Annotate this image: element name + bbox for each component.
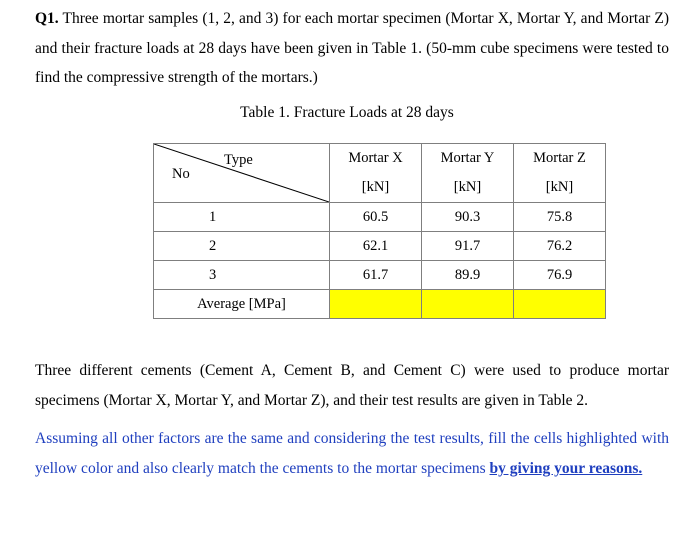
corner-header-cell — [154, 144, 330, 203]
column-unit: [kN] — [361, 179, 390, 195]
value-cell-mortar-x: 62.1 — [330, 232, 422, 261]
corner-no-label: No — [172, 166, 190, 182]
value-cell-mortar-y: 91.7 — [422, 232, 514, 261]
value-cell-mortar-z: 76.2 — [514, 232, 606, 261]
column-unit: [kN] — [545, 179, 574, 195]
column-header-mortar-y — [422, 144, 514, 203]
average-row — [154, 290, 606, 319]
question-text — [35, 4, 669, 93]
sample-number-cell: 3 — [154, 261, 330, 290]
sample-number-cell: 1 — [154, 203, 330, 232]
column-name: Mortar X — [348, 150, 403, 166]
value-cell-mortar-z: 75.8 — [514, 203, 606, 232]
average-cell-mortar-y[interactable] — [422, 290, 514, 319]
average-cell-mortar-x[interactable] — [330, 290, 422, 319]
value-cell-mortar-y: 90.3 — [422, 203, 514, 232]
table-row — [154, 232, 606, 261]
column-header-mortar-z — [514, 144, 606, 203]
instruction-text: Assuming all other factors are the same and considering the test results, fill the cells highlighted with yellow color and also clearly match the cements to the mortar specimens — [35, 430, 669, 477]
table-caption: Table 1. Fracture Loads at 28 days — [240, 104, 454, 121]
value-cell-mortar-x: 61.7 — [330, 261, 422, 290]
corner-type-label: Type — [224, 152, 253, 168]
sample-number-cell: 2 — [154, 232, 330, 261]
instruction-emphasis: by giving your reasons. — [489, 459, 643, 477]
column-header-mortar-x — [330, 144, 422, 203]
table-row — [154, 203, 606, 232]
column-name: Mortar Z — [533, 150, 586, 166]
value-cell-mortar-y: 89.9 — [422, 261, 514, 290]
fracture-load-table-container — [153, 143, 606, 319]
table-row — [154, 261, 606, 290]
value-cell-mortar-z: 76.9 — [514, 261, 606, 290]
column-name: Mortar Y — [440, 150, 495, 166]
column-unit: [kN] — [453, 179, 482, 195]
instruction-paragraph — [35, 424, 669, 483]
fracture-load-table — [153, 143, 606, 319]
average-label-cell: Average [MPa] — [154, 290, 330, 319]
cement-description-paragraph: Three different cements (Cement A, Cement B, and Cement C) were used to produce mortar specimens (Mortar X, Mortar Y, and Mortar Z), and their test results are given in Table 2. — [35, 362, 669, 409]
average-cell-mortar-z[interactable] — [514, 290, 606, 319]
value-cell-mortar-x: 60.5 — [330, 203, 422, 232]
question-intro: Three mortar samples (1, 2, and 3) for each mortar specimen (Mortar X, Mortar Y, and Mortar Z) and their fracture loads at 28 days have been given in Table 1. (50-mm cube specimens were tested to find the compressive strength of the mortars.) — [35, 10, 669, 86]
table-header-row — [154, 144, 606, 203]
question-label: Q1. — [35, 10, 59, 27]
